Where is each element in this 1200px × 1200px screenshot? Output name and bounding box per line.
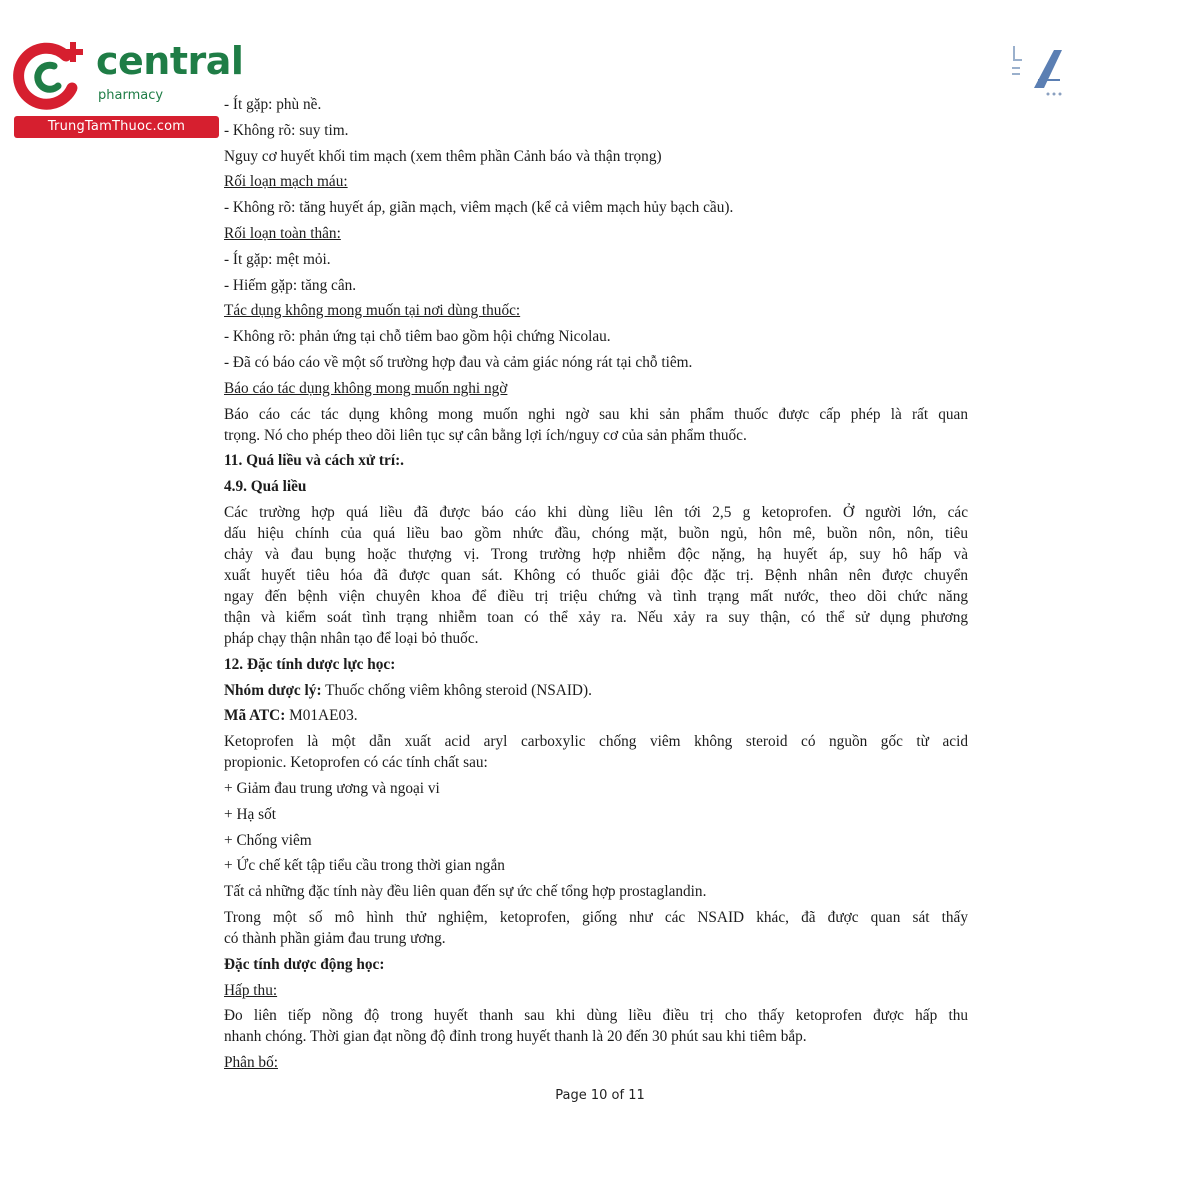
section-heading: 4.9. Quá liều	[224, 478, 307, 496]
section-subheading: Hấp thu:	[224, 981, 278, 999]
section-heading: 12. Đặc tính dược lực học:	[224, 655, 396, 673]
text-line: chảy và đau bụng hoặc thượng vị. Trong trường hợp nhiễm độc nặng, hạ huyết áp, suy hô hấp và	[224, 545, 968, 563]
text-line: Nguy cơ huyết khối tim mạch (xem thêm phần Cảnh báo và thận trọng)	[224, 147, 662, 165]
list-item: + Giảm đau trung ương và ngoại vi	[224, 779, 440, 797]
text-line: propionic. Ketoprofen có các tính chất sau:	[224, 754, 488, 772]
text-line: - Đã có báo cáo về một số trường hợp đau và cảm giác nóng rát tại chỗ tiêm.	[224, 353, 693, 371]
text-line: ngay đến bệnh viện chuyên khoa để điều trị triệu chứng và tình trạng mất nước, theo dõi chức năng	[224, 587, 968, 605]
text-line: Báo cáo các tác dụng không mong muốn nghi ngờ sau khi sản phẩm thuốc được cấp phép là rất quan	[224, 405, 968, 423]
text-line: - Không rõ: phản ứng tại chỗ tiêm bao gồm hội chứng Nicolau.	[224, 328, 611, 346]
section-heading: Đặc tính dược động học:	[224, 955, 385, 973]
text-line: Ketoprofen là một dẫn xuất acid aryl carboxylic chống viêm không steroid có nguồn gốc từ acid	[224, 733, 968, 751]
text-line	[224, 680, 968, 701]
list-item: + Ức chế kết tập tiểu cầu trong thời gian ngắn	[224, 857, 505, 875]
text-line: nhanh chóng. Thời gian đạt nồng độ đỉnh trong huyết thanh là 20 đến 30 phút sau khi tiêm bắp.	[224, 1028, 807, 1046]
logo-name: central	[96, 39, 244, 83]
value-atc-code: M01AE03.	[285, 707, 358, 725]
text-line: dấu hiệu chính của quá liều bao gồm nhức đầu, chóng mặt, buồn ngủ, hôn mê, buồn nôn, nôn, tiêu	[224, 524, 968, 542]
section-subheading: Rối loạn mạch máu:	[224, 173, 348, 191]
text-line: - Không rõ: tăng huyết áp, giãn mạch, viêm mạch (kể cả viêm mạch hủy bạch cầu).	[224, 199, 734, 217]
pharmacy-logo-icon	[10, 36, 92, 118]
list-item: + Hạ sốt	[224, 805, 276, 823]
text-line: Trong một số mô hình thử nghiệm, ketoprofen, giống như các NSAID khác, đã được quan sát thấy	[224, 908, 968, 926]
text-line	[224, 705, 968, 726]
document-body	[224, 94, 968, 1078]
text-line: xuất huyết tiêu hóa đã được quan sát. Không có thuốc giải độc đặc trị. Bệnh nhân nên được chuyển	[224, 566, 968, 584]
page-number: Page 10 of 11	[555, 1088, 645, 1103]
text-line: - Ít gặp: mệt mỏi.	[224, 250, 331, 268]
section-subheading: Phân bố:	[224, 1054, 278, 1072]
text-line: pháp chạy thận nhân tạo để loại bỏ thuốc.	[224, 629, 479, 647]
text-line: Tất cả những đặc tính này đều liên quan đến sự ức chế tổng hợp prostaglandin.	[224, 883, 707, 901]
text-line: trọng. Nó cho phép theo dõi liên tục sự cân bằng lợi ích/nguy cơ của sản phẩm thuốc.	[224, 426, 747, 444]
text-line: - Ít gặp: phù nề.	[224, 96, 322, 113]
stamp-fragment-icon	[1004, 40, 1066, 98]
text-line: - Không rõ: suy tim.	[224, 121, 349, 139]
section-heading: 11. Quá liều và cách xử trí:.	[224, 452, 404, 470]
logo-subtitle: pharmacy	[98, 88, 164, 103]
logo-website: TrungTamThuoc.com	[14, 116, 219, 138]
text-line: thận và kiểm soát tình trạng nhiễm toan có thể xảy ra. Nếu xảy ra suy thận, có thể sử dụng phương	[224, 608, 968, 626]
text-line: Các trường hợp quá liều đã được báo cáo khi dùng liều lên tới 2,5 g ketoprofen. Ở người lớn, các	[224, 503, 968, 521]
text-line: - Hiếm gặp: tăng cân.	[224, 276, 357, 294]
section-subheading: Báo cáo tác dụng không mong muốn nghi ngờ	[224, 379, 508, 397]
central-pharmacy-logo	[10, 36, 244, 136]
label-pharmacologic-group: Nhóm dược lý:	[224, 681, 322, 699]
section-subheading: Rối loạn toàn thân:	[224, 224, 341, 242]
value-pharmacologic-group: Thuốc chống viêm không steroid (NSAID).	[321, 681, 592, 699]
list-item: + Chống viêm	[224, 831, 312, 849]
label-atc-code: Mã ATC:	[224, 707, 286, 725]
text-line: có thành phần giảm đau trung ương.	[224, 929, 446, 947]
section-subheading: Tác dụng không mong muốn tại nơi dùng thuốc:	[224, 302, 521, 320]
text-line: Đo liên tiếp nồng độ trong huyết thanh sau khi dùng liều điều trị cho thấy ketoprofen được hấp thu	[224, 1007, 968, 1025]
